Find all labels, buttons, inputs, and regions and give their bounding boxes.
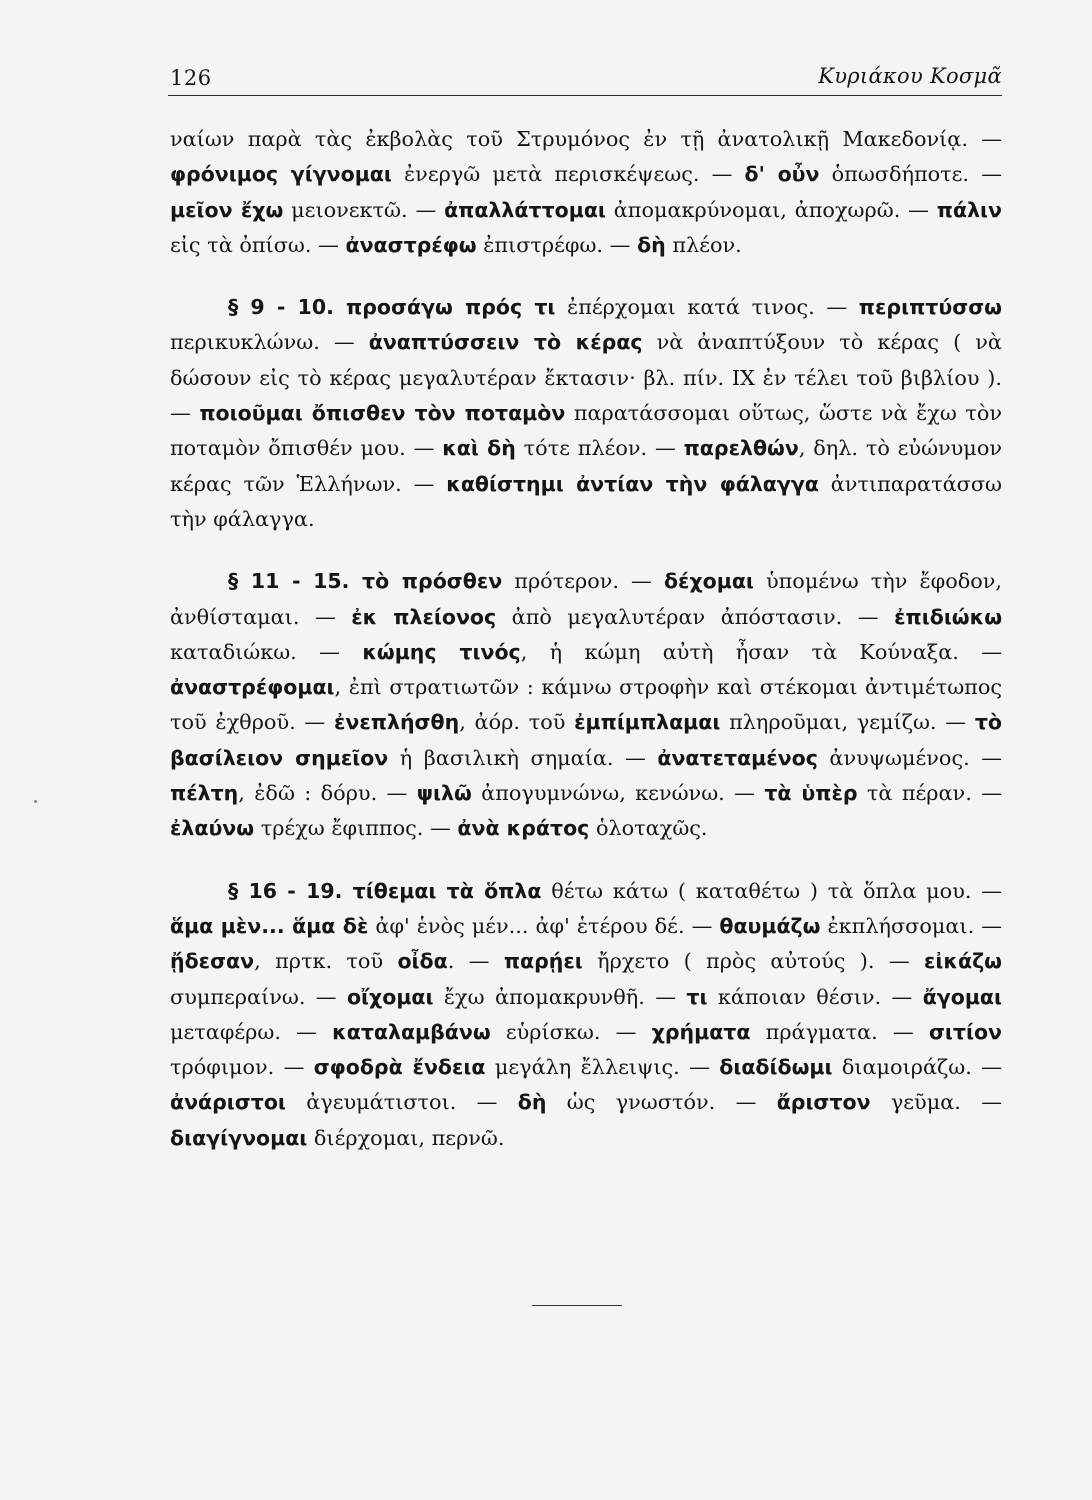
lemma: ἀνάριστοι [170,1090,286,1115]
lemma: ἐλαύνω [170,816,255,841]
gloss-text: , δηλ. τὸ εὐώνυμον κέρας τῶν Ἑλλήνων. — [170,436,1002,496]
lemma: παρῄει [503,949,583,974]
gloss-text: ὁπωσδήποτε. — [819,162,1002,187]
gloss-text: ἐνεργῶ μετὰ περισκέψεως. — [391,162,745,187]
gloss-text: συμπεραίνω. — [170,984,347,1009]
gloss-text: ἡ βασιλικὴ σημαία. — [388,745,658,770]
lemma: χρήματα [651,1019,751,1044]
lemma: διαγίγνομαι [170,1125,308,1150]
running-head: Κυριάκου Κοσμᾶ [818,64,1002,88]
scan-speck [34,800,37,803]
lemma: ᾔδεσαν [170,949,255,974]
lemma: εἰκάζω [924,949,1002,974]
lemma: ἅμα μὲν... ἅμα δὲ [170,913,369,938]
gloss-text: ἔχω ἀπομακρυνθῆ. — [433,984,687,1009]
lemma: δέχομαι [663,569,754,594]
lemma: σφοδρὰ ἔνδεια [313,1055,486,1080]
gloss-text: μεγάλη ἔλλειψις. — [485,1055,720,1080]
gloss-text: ἀπὸ μεγαλυτέραν ἀπόστασιν. — [496,604,895,629]
gloss-text: τρέχω ἔφιππος. — [254,816,458,841]
gloss-text: ἀπομακρύνομαι, ἀποχωρῶ. — [605,197,937,222]
lemma: οἴχομαι [346,984,434,1009]
paragraph [170,122,1002,263]
lemma: προσάγω πρός τι [346,295,556,320]
gloss-text: μεταφέρω. — [170,1019,333,1044]
gloss-text: πράγματα. — [750,1019,929,1044]
gloss-text: ἀπογυμνώνω, κενώνω. — [471,781,765,806]
gloss-text: ἐπέρχομαι κατά τινος. — [555,295,859,320]
gloss-text: μειονεκτῶ. — [283,197,445,222]
gloss-text: κάποιαν θέσιν. — [707,984,923,1009]
lemma: ἀπαλλάττομαι [444,197,606,222]
gloss-text: περικυκλώνω. — [170,330,369,355]
gloss-text: ἐπιστρέφω. — [476,232,638,257]
paragraph [170,874,1002,1156]
gloss-text: θέτω κάτω ( καταθέτω ) τὰ ὅπλα μου. — [541,878,1002,903]
footnote-rule [532,1305,622,1306]
gloss-text: τὰ πέραν. — [857,781,1002,806]
page-number: 126 [170,66,212,90]
lemma: ψιλῶ [416,781,472,806]
lemma: τίθεμαι τὰ ὅπλα [352,878,542,903]
gloss-text: πληροῦμαι, γεμίζω. — [720,710,975,735]
lemma: δὴ [637,232,666,257]
gloss-text: τότε πλέον. — [515,436,684,461]
gloss-text: , ἡ κώμη αὐτὴ ἦσαν τὰ Κούναξα. — [520,639,1003,664]
gloss-text: διαμοιράζω. — [832,1055,1002,1080]
lemma: τὸ βασίλειον σημεῖον [170,710,1002,770]
lemma: καὶ δὴ [442,436,516,461]
gloss-text: , ἐδῶ : δόρυ. — [238,781,417,806]
gloss-text: ὑπομένω τὴν ἔφοδον, ἀνθίσταμαι. — [170,569,1003,629]
gloss-text: , ἐπὶ στρατιωτῶν : κάμνω στροφὴν καὶ στέκομαι ἀντιμέτωπος τοῦ ἐχθροῦ. — [170,675,1002,735]
lemma: καθίστημι ἀντίαν τὴν φάλαγγα [446,471,819,496]
lemma: ἐνεπλήσθη [333,710,460,735]
gloss-text: , ἀόρ. τοῦ [459,710,575,735]
gloss-text: διέρχομαι, περνῶ. [307,1125,505,1150]
lemma: περιπτύσσω [858,295,1002,320]
gloss-text: ὡς γνωστόν. — [546,1090,777,1115]
lemma: μεῖον ἔχω [170,197,284,222]
gloss-text: ὁλοταχῶς. [589,816,708,841]
lemma: παρελθών [683,436,799,461]
gloss-text: ἐκπλήσσομαι. — [820,913,1002,938]
lemma: καταλαμβάνω [332,1019,491,1044]
lemma: πάλιν [936,197,1002,222]
paragraph [170,290,1002,537]
section-number: § 11 - 15. [228,569,363,594]
gloss-text: παρατάσσομαι οὕτως, ὥστε νὰ ἔχω τὸν ποταμὸν ὄπισθέν μου. — [170,401,1002,461]
gloss-text: ἀντιπαρατάσσω τὴν φάλαγγα. [170,471,1002,531]
lemma: σιτίον [928,1019,1003,1044]
gloss-text: νὰ ἀναπτύξουν τὸ κέρας ( νὰ δώσουν εἰς τὸ κέρας μεγαλυτέραν ἔκτασιν· βλ. πίν. IX ἐν τέλει τοῦ βιβλίου ). — [170,330,1002,426]
lemma: ἄριστον [776,1090,871,1115]
gloss-text: καταδιώκω. — [170,639,363,664]
lemma: κώμης τινός [362,639,521,664]
gloss-text: τρόφιμον. — [170,1055,314,1080]
lemma: ἀνατεταμένος [657,745,818,770]
gloss-text: ναίων παρὰ τὰς ἐκβολὰς τοῦ Στρυμόνος ἐν τῇ ἀνατολικῇ Μακεδονίᾳ. — [170,127,1002,151]
paragraph [170,564,1002,846]
gloss-text: εἰς τὰ ὀπίσω. — [170,232,346,257]
lemma: διαδίδωμι [719,1055,833,1080]
lemma: ἐπιδιώκω [894,604,1003,629]
lemma: τὰ ὑπὲρ [764,781,858,806]
lemma: δ' οὖν [744,162,820,187]
lemma: ἀναστρέφω [345,232,477,257]
gloss-text: ἀγευμάτιστοι. — [285,1090,518,1115]
header-rule [168,95,1002,96]
gloss-text: γεῦμα. — [870,1090,1002,1115]
lemma: φρόνιμος γίγνομαι [170,162,392,187]
lemma: ἐμπίμπλαμαι [574,710,721,735]
gloss-text: ἀνυψωμένος. — [817,745,1003,770]
lemma: ἀνὰ κράτος [457,816,590,841]
gloss-text: , πρτκ. τοῦ [254,949,398,974]
gloss-text: πλέον. [665,232,742,257]
page-header [170,62,1002,96]
lemma: ἀναπτύσσειν τὸ κέρας [368,330,643,355]
lemma: δὴ [517,1090,547,1115]
section-number: § 16 - 19. [228,878,353,903]
lemma: τι [686,984,708,1009]
lemma: ἐκ πλείονος [351,604,497,629]
lemma: θαυμάζω [719,913,821,938]
lemma: πέλτη [170,781,239,806]
section-number: § 9 - 10. [228,295,347,320]
gloss-text: ἀφ' ἑνὸς μέν... ἀφ' ἑτέρου δέ. — [368,913,720,938]
gloss-text: . — [447,949,504,974]
gloss-text: ἤρχετο ( πρὸς αὐτούς ). — [582,949,925,974]
lemma: τὸ πρόσθεν [362,569,503,594]
gloss-text: πρότερον. — [502,569,664,594]
gloss-text: εὑρίσκω. — [490,1019,652,1044]
lemma: ἄγομαι [922,984,1002,1009]
lemma: ποιοῦμαι ὄπισθεν τὸν ποταμὸν [199,401,566,426]
lemma: ἀναστρέφομαι [170,675,335,700]
lemma: οἶδα [397,949,448,974]
commentary-text [170,122,1002,1156]
